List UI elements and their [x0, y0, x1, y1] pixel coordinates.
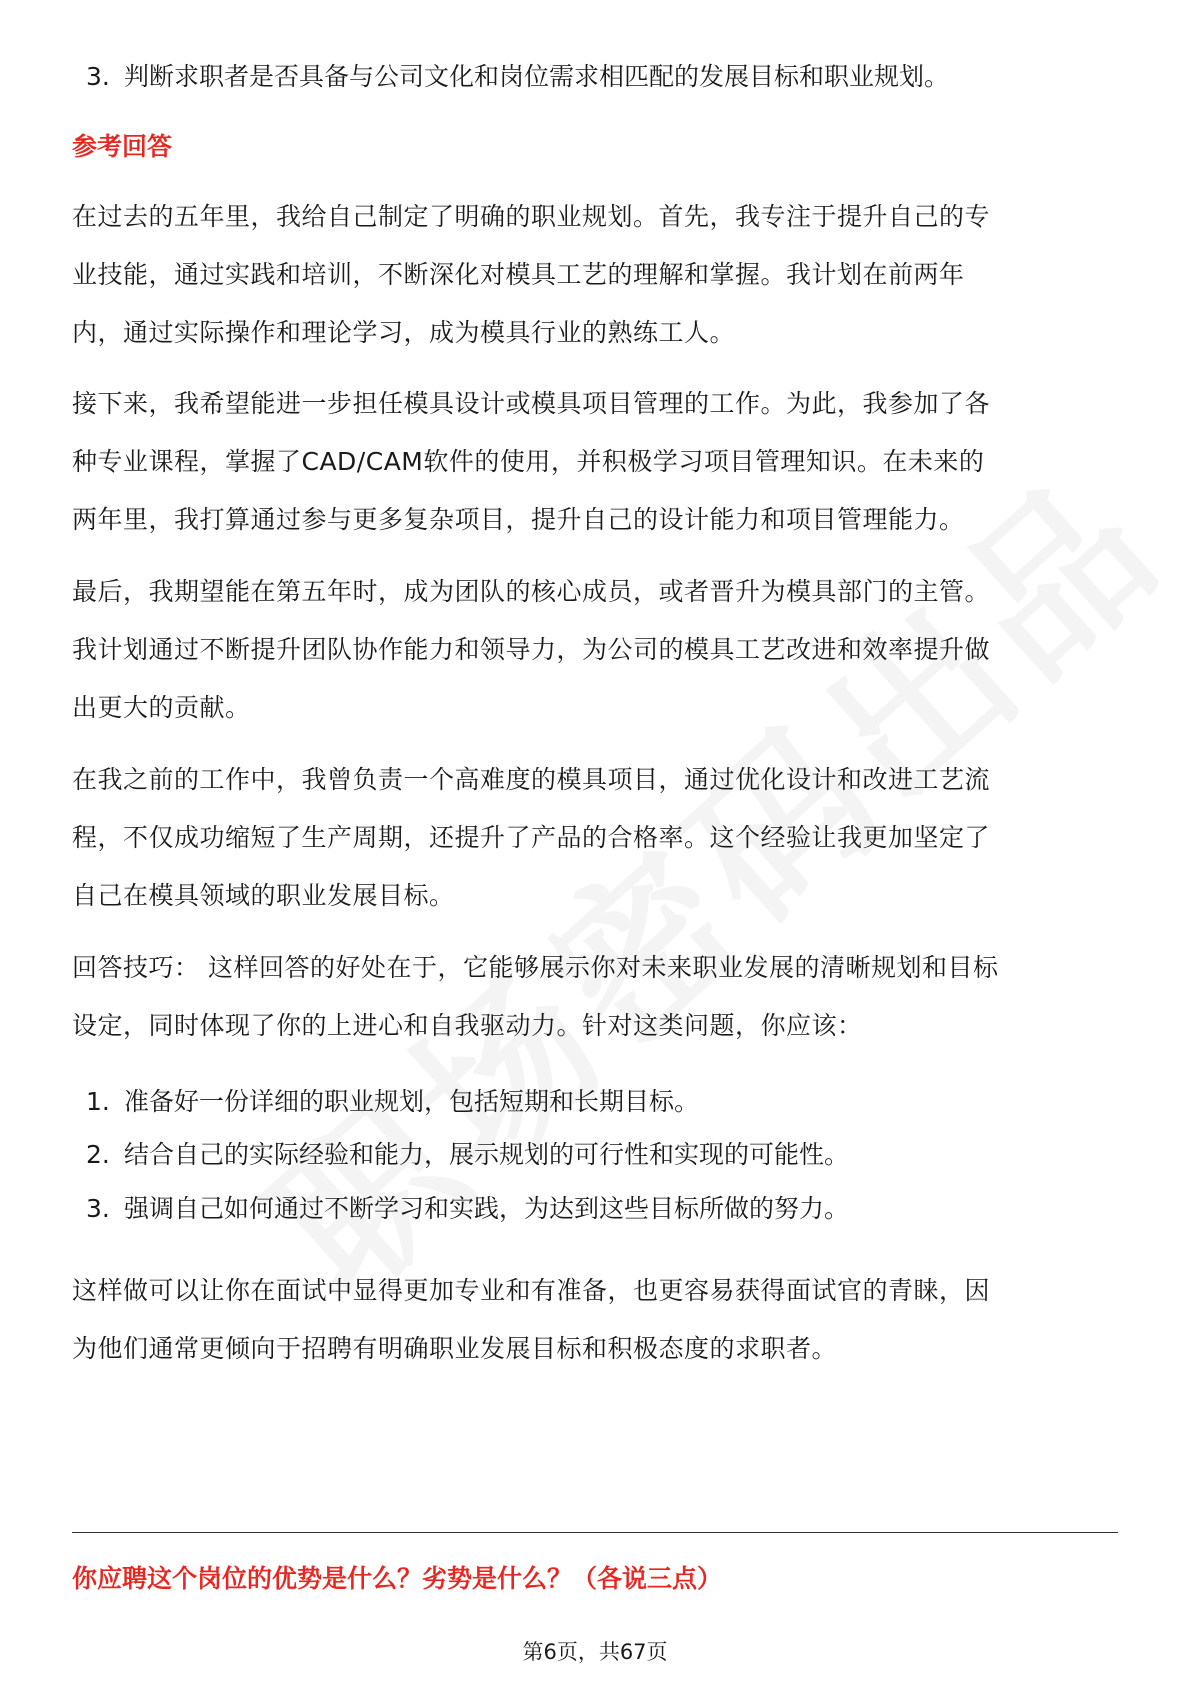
paragraph — [72, 375, 1118, 549]
list-number: 1. — [86, 1087, 110, 1116]
list-text: 准备好一份详细的职业规划，包括短期和长期目标。 — [124, 1087, 700, 1116]
list-number: 3. — [86, 62, 110, 91]
paragraph-line: 接下来，我希望能进一步担任模具设计或模具项目管理的工作。为此，我参加了各 — [72, 389, 991, 418]
paragraph — [72, 563, 1118, 737]
paragraph — [72, 751, 1118, 925]
list-item — [86, 60, 949, 94]
paragraph-line: 自己在模具领域的职业发展目标。 — [72, 881, 455, 910]
answer-tips-paragraph — [72, 939, 1118, 1055]
paragraph-line: 我计划通过不断提升团队协作能力和领导力，为公司的模具工艺改进和效率提升做 — [72, 635, 991, 664]
paragraph-line: 出更大的贡献。 — [72, 693, 251, 722]
list-text: 结合自己的实际经验和能力，展示规划的可行性和实现的可能性。 — [124, 1140, 850, 1169]
paragraph-line: 最后，我期望能在第五年时，成为团队的核心成员，或者晋升为模具部门的主管。 — [72, 577, 991, 606]
paragraph-line: 在我之前的工作中，我曾负责一个高难度的模具项目，通过优化设计和改进工艺流 — [72, 765, 991, 794]
paragraph-line: 这样做可以让你在面试中显得更加专业和有准备，也更容易获得面试官的青睐，因 — [72, 1276, 991, 1305]
paragraph-line: 种专业课程，掌握了CAD/CAM软件的使用，并积极学习项目管理知识。在未来的 — [72, 447, 985, 476]
next-question-heading: 你应聘这个岗位的优势是什么？劣势是什么？（各说三点） — [72, 1564, 723, 1593]
paragraph-line: 在过去的五年里，我给自己制定了明确的职业规划。首先，我专注于提升自己的专 — [72, 202, 991, 231]
paragraph-line: 程，不仅成功缩短了生产周期，还提升了产品的合格率。这个经验让我更加坚定了 — [72, 823, 991, 852]
closing-paragraph — [72, 1262, 1118, 1378]
section-divider — [72, 1532, 1118, 1533]
document-page — [72, 0, 1118, 1684]
paragraph-line: 回答技巧： 这样回答的好处在于，它能够展示你对未来职业发展的清晰规划和目标 — [72, 953, 999, 982]
paragraph-line: 设定，同时体现了你的上进心和自我驱动力。针对这类问题，你应该： — [72, 1011, 863, 1040]
list-item — [86, 1192, 849, 1226]
paragraph-line: 两年里，我打算通过参与更多复杂项目，提升自己的设计能力和项目管理能力。 — [72, 505, 965, 534]
paragraph-line: 业技能，通过实践和培训，不断深化对模具工艺的理解和掌握。我计划在前两年 — [72, 260, 965, 289]
list-item — [86, 1085, 699, 1119]
paragraph-line: 为他们通常更倾向于招聘有明确职业发展目标和积极态度的求职者。 — [72, 1334, 838, 1363]
paragraph-line: 内，通过实际操作和理论学习，成为模具行业的熟练工人。 — [72, 318, 736, 347]
paragraph — [72, 188, 1118, 362]
list-text: 判断求职者是否具备与公司文化和岗位需求相匹配的发展目标和职业规划。 — [124, 62, 950, 91]
list-item — [86, 1138, 849, 1172]
list-number: 3. — [86, 1194, 110, 1223]
page-number: 第6页，共67页 — [522, 1640, 668, 1664]
list-text: 强调自己如何通过不断学习和实践，为达到这些目标所做的努力。 — [124, 1194, 850, 1223]
reference-answer-heading: 参考回答 — [72, 132, 173, 161]
list-number: 2. — [86, 1140, 110, 1169]
